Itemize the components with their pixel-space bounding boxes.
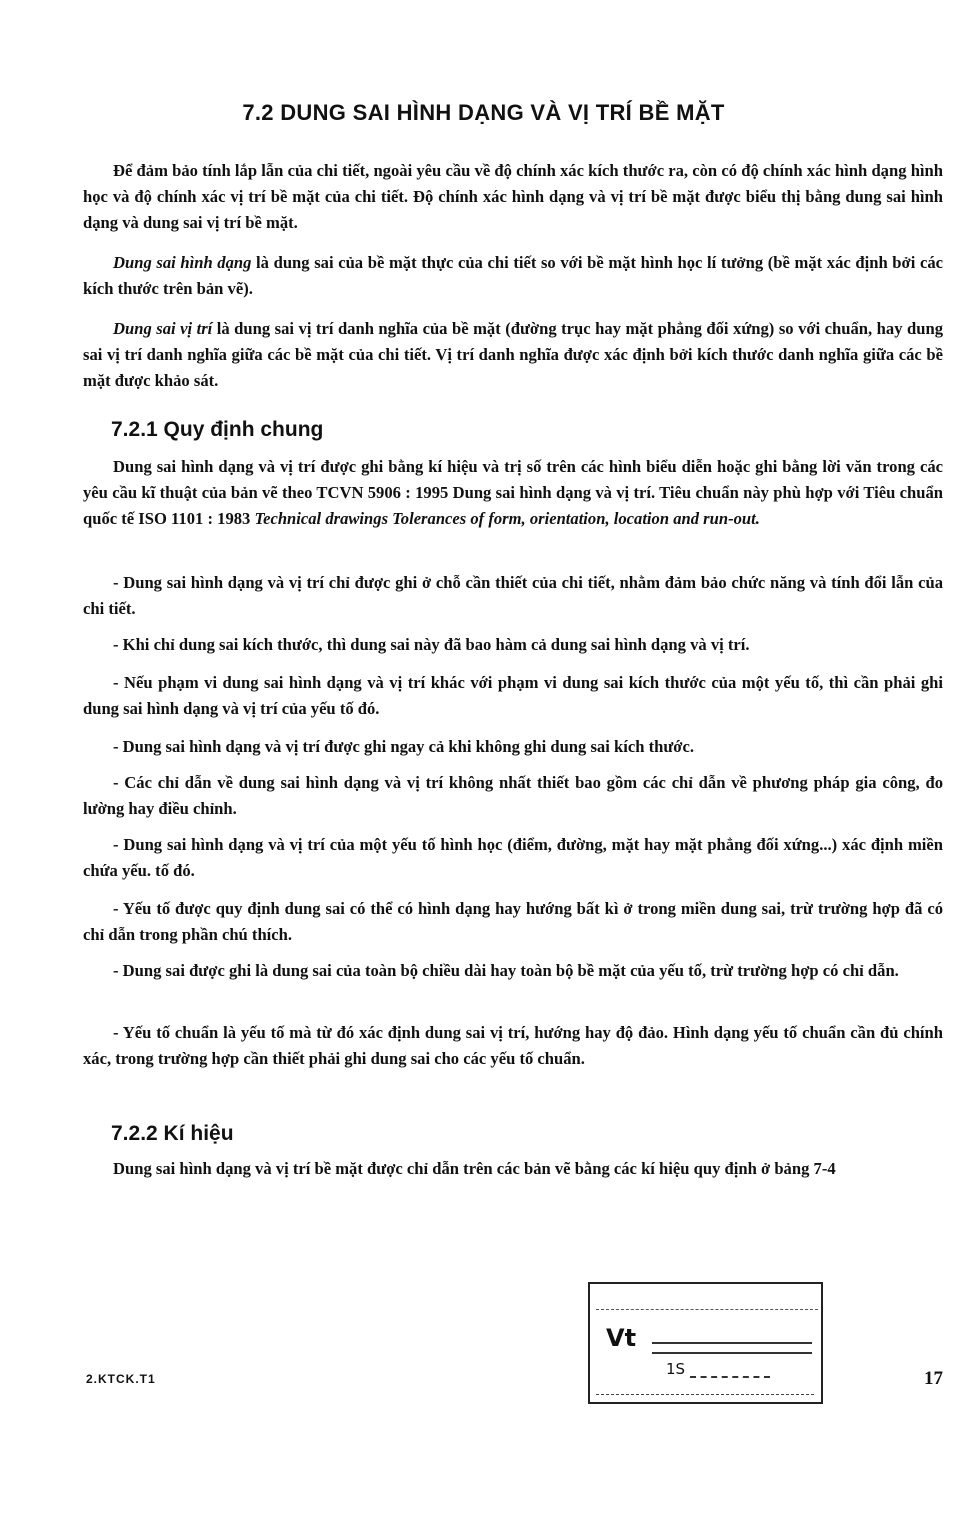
stamp-line xyxy=(690,1376,770,1378)
page-number: 17 xyxy=(924,1368,943,1389)
library-stamp xyxy=(588,1282,823,1404)
chapter-title: 7.2 DUNG SAI HÌNH DẠNG VÀ VỊ TRÍ BỀ MẶT xyxy=(242,100,725,125)
list-item: - Các chỉ dẫn về dung sai hình dạng và vị trí không nhất thiết bao gồm các chỉ dẫn về phương pháp gia công, đo lường hay điều chỉnh. xyxy=(83,773,943,818)
section1-paragraph xyxy=(83,454,943,532)
term-form-tolerance: Dung sai hình dạng xyxy=(113,253,252,272)
stamp-line xyxy=(652,1342,812,1344)
list-item: - Yếu tố chuẩn là yếu tố mà từ đó xác định dung sai vị trí, hướng hay độ đảo. Hình dạng yếu tố chuẩn cần đủ chính xác, trong trường hợp cần thiết phải ghi dung sai cho các yếu tố chuẩn. xyxy=(83,1023,943,1068)
list-item: - Khi chỉ dung sai kích thước, thì dung sai này đã bao hàm cả dung sai hình dạng và vị trí. xyxy=(113,635,750,654)
position-tolerance-definition: là dung sai vị trí danh nghĩa của bề mặt (đường trục hay mặt phẳng đối xứng) so với chuẩn, hay dung sai vị trí danh nghĩa giữa các bề mặt của chi tiết. Vị trí danh nghĩa được xác định bởi kích thước danh nghĩa giữa các bề mặt được khảo sát. xyxy=(83,319,943,390)
section-heading-7-2-2: 7.2.2 Kí hiệu xyxy=(111,1122,234,1145)
footer-code: 2.KTCK.T1 xyxy=(86,1372,156,1386)
section2-paragraph: Dung sai hình dạng và vị trí bề mặt được chỉ dẫn trên các bản vẽ bằng các kí hiệu quy định ở bảng 7-4 xyxy=(113,1159,836,1178)
form-tolerance-definition: là dung sai của bề mặt thực của chi tiết so với bề mặt hình học lí tưởng (bề mặt xác định bởi các kích thước trên bản vẽ). xyxy=(83,253,943,298)
stamp-mark: Vt xyxy=(606,1324,637,1352)
stamp-number: 1S xyxy=(666,1360,686,1378)
list-item: - Dung sai hình dạng và vị trí được ghi ngay cả khi không ghi dung sai kích thước. xyxy=(113,737,694,756)
iso-title: Technical drawings Tolerances of form, orientation, location and run-out. xyxy=(254,509,760,528)
stamp-header xyxy=(596,1287,818,1310)
stamp-line xyxy=(652,1352,812,1354)
section-heading-7-2-1: 7.2.1 Quy định chung xyxy=(111,418,324,441)
intro-paragraph-3 xyxy=(83,316,943,394)
list-item: - Dung sai được ghi là dung sai của toàn bộ chiều dài hay toàn bộ bề mặt của yếu tố, trừ trường hợp có chỉ dẫn. xyxy=(113,961,899,980)
list-item: - Dung sai hình dạng và vị trí của một yếu tố hình học (điểm, đường, mặt hay mặt phẳng đối xứng...) xác định miền chứa yếu. tố đó. xyxy=(83,835,943,880)
term-position-tolerance: Dung sai vị trí xyxy=(113,319,213,338)
stamp-line xyxy=(596,1394,814,1395)
list-item: - Dung sai hình dạng và vị trí chỉ được ghi ở chỗ cần thiết của chi tiết, nhằm đảm bảo chức năng và tính đổi lẫn của chi tiết. xyxy=(83,573,943,618)
intro-paragraph-2 xyxy=(83,250,943,302)
list-item: - Yếu tố được quy định dung sai có thể có hình dạng hay hướng bất kì ở trong miền dung sai, trừ trường hợp đã có chỉ dẫn trong phần chú thích. xyxy=(83,899,943,944)
section1-text: Dung sai hình dạng và vị trí được ghi bằng kí hiệu và trị số trên các hình biểu diễn hoặc ghi bằng lời văn trong các yêu cầu kĩ thuật của bản vẽ theo TCVN 5906 : 1995 Dung sai hình dạng và vị trí. Tiêu chuẩn này phù hợp với Tiêu chuẩn quốc tế ISO 1101 : 1983 xyxy=(83,457,943,528)
list-item: - Nếu phạm vi dung sai hình dạng và vị trí khác với phạm vi dung sai kích thước của một yếu tố, thì cần phải ghi dung sai hình dạng và vị trí của yếu tố đó. xyxy=(83,673,943,718)
intro-paragraph-1: Để đảm bảo tính lắp lẫn của chi tiết, ngoài yêu cầu về độ chính xác kích thước ra, còn có độ chính xác hình dạng hình học và độ chính xác vị trí bề mặt của chi tiết. Độ chính xác hình dạng và vị trí bề mặt được biểu thị bằng dung sai hình dạng và dung sai vị trí bề mặt. xyxy=(83,161,943,232)
